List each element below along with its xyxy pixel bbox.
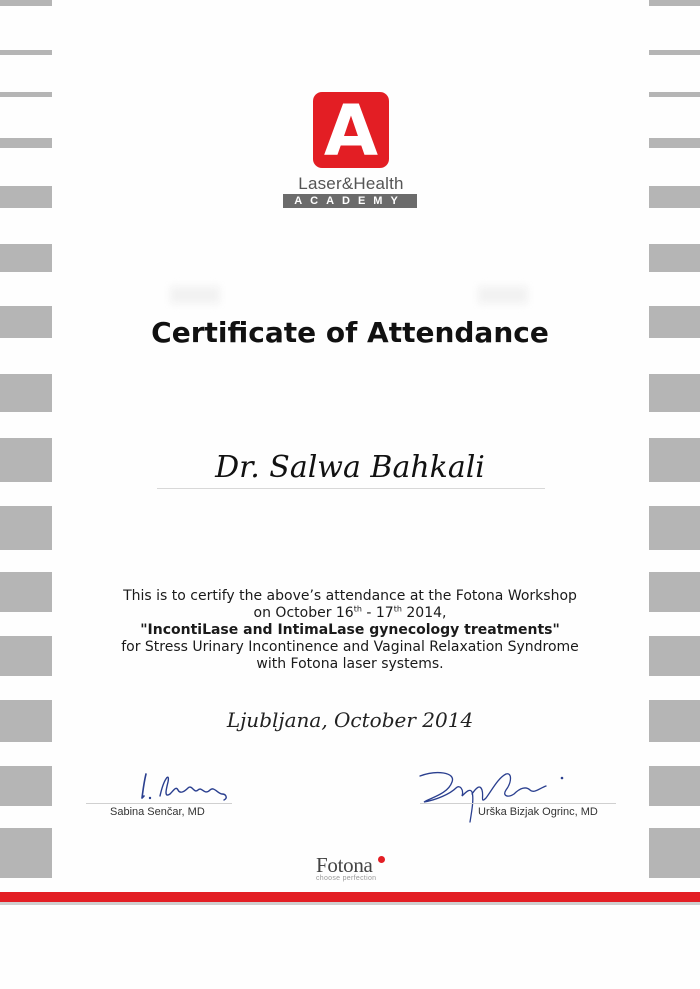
body-line-3-workshop-title: "IncontiLase and IntimaLase gynecology treatments" — [140, 622, 560, 638]
body-line-4: for Stress Urinary Incontinence and Vaginal Relaxation Syndrome — [121, 639, 579, 655]
date-end: - 17 — [361, 605, 394, 621]
border-stripe — [0, 306, 52, 338]
border-stripe — [0, 50, 52, 55]
border-stripe — [649, 50, 700, 55]
border-stripe — [0, 572, 52, 612]
border-stripe — [0, 0, 52, 6]
border-stripe — [649, 766, 700, 806]
border-stripe — [649, 506, 700, 550]
border-stripe — [0, 92, 52, 97]
fotona-logo — [316, 853, 406, 882]
recipient-name: Dr. Salwa Bahkali — [215, 450, 485, 485]
border-stripe — [0, 766, 52, 806]
logo-subtitle: ACADEMY — [283, 194, 417, 208]
border-stripe — [649, 438, 700, 482]
border-stripe — [649, 138, 700, 148]
border-stripe — [649, 186, 700, 208]
body-line-1: This is to certify the above’s attendance at the Fotona Workshop — [123, 588, 577, 604]
border-stripe — [0, 506, 52, 550]
logo-badge — [313, 90, 389, 172]
fotona-tagline: choose perfection — [316, 875, 377, 882]
border-stripe — [649, 700, 700, 742]
border-stripe — [0, 636, 52, 676]
border-stripe — [649, 92, 700, 97]
signature-line-left — [86, 803, 232, 804]
academy-logo — [283, 92, 419, 208]
signature-left — [138, 768, 238, 804]
border-stripe — [649, 244, 700, 272]
border-stripe — [649, 828, 700, 878]
date-sup-2: th — [393, 604, 402, 614]
border-stripe — [0, 186, 52, 208]
footer-grey-band — [0, 902, 700, 905]
faint-mark-right — [478, 286, 528, 304]
border-stripe — [0, 244, 52, 272]
signatory-right-name: Urška Bizjak Ogrinc, MD — [478, 806, 598, 818]
faint-mark-left — [170, 286, 220, 304]
date-sup-1: th — [353, 604, 362, 614]
certificate-body — [60, 588, 640, 673]
body-line-2 — [60, 605, 640, 622]
right-stripe-border — [649, 0, 700, 989]
left-stripe-border — [0, 0, 52, 989]
logo-name: Laser&Health — [298, 174, 404, 193]
certificate-title: Certificate of Attendance — [151, 316, 549, 349]
border-stripe — [0, 700, 52, 742]
border-stripe — [0, 438, 52, 482]
signature-line-right — [420, 803, 616, 804]
border-stripe — [649, 0, 700, 6]
recipient-underline — [157, 488, 545, 489]
date-year: 2014, — [401, 605, 447, 621]
border-stripe — [649, 636, 700, 676]
footer-red-band — [0, 892, 700, 902]
border-stripe — [649, 572, 700, 612]
border-stripe — [0, 374, 52, 412]
fotona-red-dot — [378, 856, 385, 863]
border-stripe — [0, 828, 52, 878]
border-stripe — [649, 306, 700, 338]
border-stripe — [0, 138, 52, 148]
signatory-left-name: Sabina Senčar, MD — [110, 806, 205, 818]
date-start: on October 16 — [253, 605, 354, 621]
body-line-5: with Fotona laser systems. — [256, 656, 444, 672]
border-stripe — [649, 374, 700, 412]
signature-right — [416, 768, 576, 832]
place-and-date: Ljubljana, October 2014 — [226, 708, 474, 732]
logo-letter: A — [323, 90, 379, 172]
fotona-brand: Fotona — [316, 853, 373, 877]
